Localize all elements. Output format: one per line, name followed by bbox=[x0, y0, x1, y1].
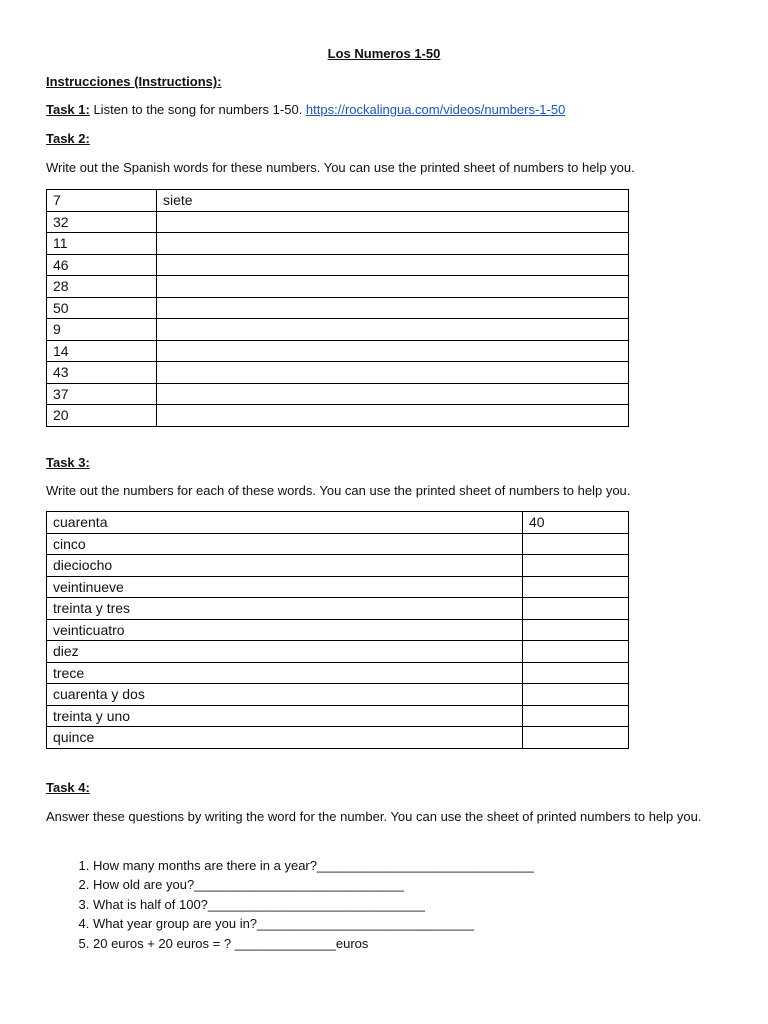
word-cell: treinta y tres bbox=[47, 598, 523, 620]
table-row bbox=[47, 254, 629, 276]
task1-text: Listen to the song for numbers 1-50. bbox=[89, 102, 306, 117]
task3-instructions: Write out the numbers for each of these words. You can use the printed sheet of numbers to help you. bbox=[46, 483, 631, 498]
task3-table bbox=[46, 511, 629, 749]
table-row bbox=[47, 662, 629, 684]
word-cell: veinticuatro bbox=[47, 619, 523, 641]
answer-cell[interactable] bbox=[157, 254, 629, 276]
answer-cell[interactable] bbox=[523, 705, 629, 727]
table-row bbox=[47, 211, 629, 233]
number-cell: 50 bbox=[47, 297, 157, 319]
table-row bbox=[47, 684, 629, 706]
answer-cell[interactable] bbox=[157, 211, 629, 233]
question-item: 5. 20 euros + 20 euros = ? ______________euros bbox=[93, 934, 534, 953]
answer-cell[interactable] bbox=[157, 276, 629, 298]
table-row bbox=[47, 319, 629, 341]
word-cell: diez bbox=[47, 641, 523, 663]
table-row bbox=[47, 705, 629, 727]
word-cell: trece bbox=[47, 662, 523, 684]
answer-cell[interactable] bbox=[523, 619, 629, 641]
table-row bbox=[47, 383, 629, 405]
answer-cell[interactable] bbox=[523, 598, 629, 620]
task2-label: Task 2: bbox=[46, 131, 90, 146]
table-row bbox=[47, 555, 629, 577]
table-row bbox=[47, 190, 629, 212]
table-row bbox=[47, 362, 629, 384]
question-item: 4. What year group are you in?______________________________ bbox=[93, 914, 534, 933]
table-row bbox=[47, 533, 629, 555]
number-cell: 32 bbox=[47, 211, 157, 233]
answer-cell[interactable] bbox=[157, 319, 629, 341]
answer-cell[interactable] bbox=[157, 297, 629, 319]
answer-cell[interactable] bbox=[157, 362, 629, 384]
answer-cell[interactable] bbox=[523, 576, 629, 598]
question-item: 3. What is half of 100?______________________________ bbox=[93, 895, 534, 914]
table-row bbox=[47, 340, 629, 362]
answer-cell[interactable] bbox=[523, 727, 629, 749]
answer-cell[interactable] bbox=[523, 555, 629, 577]
answer-cell[interactable] bbox=[157, 233, 629, 255]
number-cell: 14 bbox=[47, 340, 157, 362]
number-cell: 28 bbox=[47, 276, 157, 298]
answer-cell[interactable] bbox=[157, 405, 629, 427]
answer-cell[interactable]: 40 bbox=[523, 512, 629, 534]
task1-line bbox=[46, 102, 565, 117]
table-row bbox=[47, 405, 629, 427]
word-cell: cuarenta y dos bbox=[47, 684, 523, 706]
table-row bbox=[47, 297, 629, 319]
task4-label: Task 4: bbox=[46, 780, 90, 795]
question-item: 1. How many months are there in a year?______________________________ bbox=[93, 856, 534, 875]
word-cell: treinta y uno bbox=[47, 705, 523, 727]
answer-cell[interactable] bbox=[157, 340, 629, 362]
task2-instructions: Write out the Spanish words for these numbers. You can use the printed sheet of numbers to help you. bbox=[46, 160, 635, 175]
answer-cell[interactable]: siete bbox=[157, 190, 629, 212]
answer-cell[interactable] bbox=[157, 383, 629, 405]
number-cell: 7 bbox=[47, 190, 157, 212]
table-row bbox=[47, 641, 629, 663]
number-cell: 43 bbox=[47, 362, 157, 384]
table-row bbox=[47, 233, 629, 255]
number-cell: 20 bbox=[47, 405, 157, 427]
table-row bbox=[47, 598, 629, 620]
word-cell: quince bbox=[47, 727, 523, 749]
question-item: 2. How old are you?_____________________________ bbox=[93, 875, 534, 894]
task4-instructions: Answer these questions by writing the word for the number. You can use the sheet of printed numbers to help you. bbox=[46, 809, 702, 824]
task4-questions bbox=[46, 856, 534, 953]
table-row bbox=[47, 727, 629, 749]
answer-cell[interactable] bbox=[523, 641, 629, 663]
number-cell: 37 bbox=[47, 383, 157, 405]
table-row bbox=[47, 512, 629, 534]
word-cell: dieciocho bbox=[47, 555, 523, 577]
number-cell: 46 bbox=[47, 254, 157, 276]
word-cell: cinco bbox=[47, 533, 523, 555]
word-cell: cuarenta bbox=[47, 512, 523, 534]
answer-cell[interactable] bbox=[523, 662, 629, 684]
table-row bbox=[47, 576, 629, 598]
table-row bbox=[47, 276, 629, 298]
task2-table bbox=[46, 189, 629, 427]
number-cell: 9 bbox=[47, 319, 157, 341]
number-cell: 11 bbox=[47, 233, 157, 255]
task1-label: Task 1: bbox=[46, 102, 90, 117]
word-cell: veintinueve bbox=[47, 576, 523, 598]
page-title: Los Numeros 1-50 bbox=[327, 46, 441, 61]
answer-cell[interactable] bbox=[523, 533, 629, 555]
song-link[interactable]: https://rockalingua.com/videos/numbers-1-50 bbox=[305, 102, 566, 117]
instructions-heading: Instrucciones (Instructions): bbox=[46, 74, 222, 89]
table-row bbox=[47, 619, 629, 641]
task3-label: Task 3: bbox=[46, 455, 90, 470]
answer-cell[interactable] bbox=[523, 684, 629, 706]
